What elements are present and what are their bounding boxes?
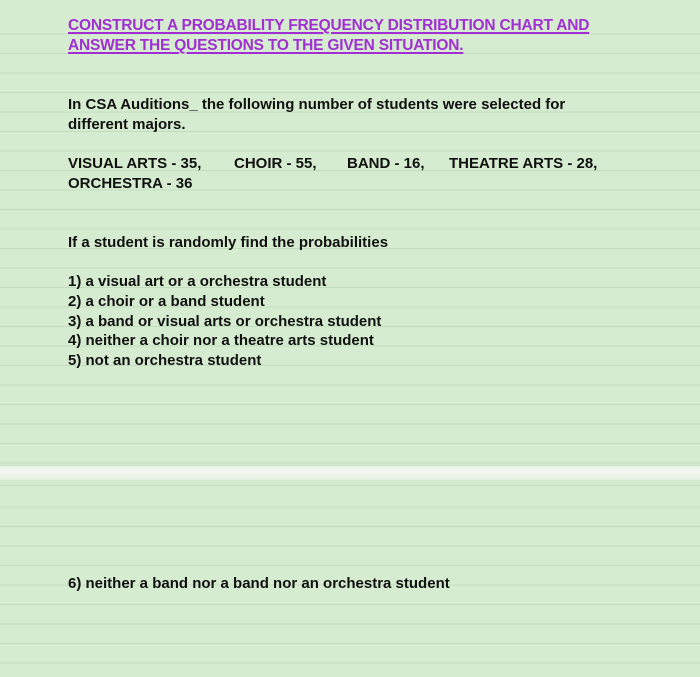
intro-line-2: different majors.: [68, 116, 186, 133]
count-theatre-arts: THEATRE ARTS - 28,: [449, 155, 598, 172]
question-2: 2) a choir or a band student: [68, 293, 265, 310]
heading-line-1: CONSTRUCT A PROBABILITY FREQUENCY DISTRIBUTION CHART AND: [68, 17, 590, 34]
count-band: BAND - 16,: [347, 155, 425, 172]
question-3: 3) a band or visual arts or orchestra student: [68, 313, 382, 330]
count-choir: CHOIR - 55,: [234, 155, 317, 172]
major-counts-row: [68, 154, 658, 174]
question-4: 4) neither a choir nor a theatre arts student: [68, 332, 374, 349]
probability-prompt: If a student is randomly find the probabilities: [68, 234, 389, 251]
question-6: 6) neither a band nor a band nor an orchestra student: [68, 575, 450, 592]
heading-line-2: ANSWER THE QUESTIONS TO THE GIVEN SITUATION.: [68, 37, 464, 54]
question-1: 1) a visual art or a orchestra student: [68, 273, 327, 290]
question-5: 5) not an orchestra student: [68, 352, 262, 369]
intro-line-1: In CSA Auditions_ the following number of students were selected for: [68, 96, 566, 113]
count-orchestra: ORCHESTRA - 36: [68, 175, 193, 192]
count-visual-arts: VISUAL ARTS - 35,: [68, 155, 202, 172]
